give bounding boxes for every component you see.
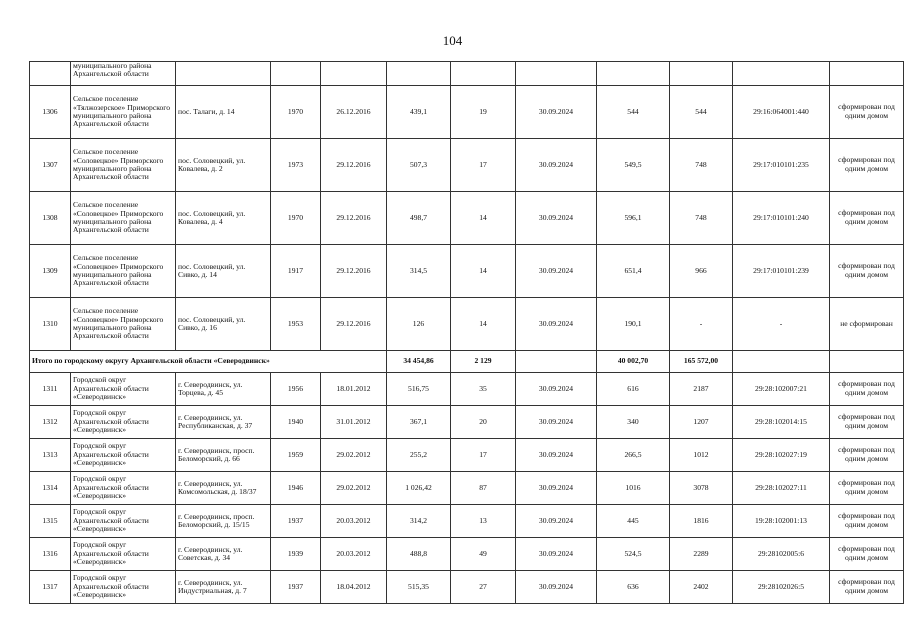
cell-area: 314,5 [387,245,451,298]
cell-v2: 2402 [670,571,733,604]
cell-address: пос. Соловецкий, ул. Ковалева, д. 4 [176,192,271,245]
cell-residents: 19 [451,86,516,139]
cell-address: г. Северодвинск, ул. Торцева, д. 45 [176,373,271,406]
subtotal-empty [830,351,904,373]
table-row [30,571,904,604]
subtotal-v2: 165 572,00 [670,351,733,373]
table-row [30,472,904,505]
cell-area: 498,7 [387,192,451,245]
cell-area: 516,75 [387,373,451,406]
cell-area: 507,3 [387,139,451,192]
cell-cadastral: - [733,298,830,351]
cell-municipality: Сельское поселение «Соловецкое» Приморского муниципального района Архангельской области [71,192,176,245]
cell-date: 31.01.2012 [321,406,387,439]
cell-cadastral: 29:17:010101:235 [733,139,830,192]
cell-residents: 35 [451,373,516,406]
cell-municipality: Городской округ Архангельской области «Северодвинск» [71,571,176,604]
cell-address: г. Северодвинск, ул. Комсомольская, д. 18/37 [176,472,271,505]
cell-num: 1317 [30,571,71,604]
cell-address: пос. Соловецкий, ул. Ковалева, д. 2 [176,139,271,192]
cell-residents: 49 [451,538,516,571]
cell-municipality: Городской округ Архангельской области «Северодвинск» [71,406,176,439]
cell-num [30,62,71,86]
cell-year: 1973 [271,139,321,192]
cell-municipality: Городской округ Архангельской области «Северодвинск» [71,472,176,505]
cell-date: 29.02.2012 [321,472,387,505]
cell-v2: 3078 [670,472,733,505]
cell-status: сформирован под одним домом [830,192,904,245]
cell-residents: 20 [451,406,516,439]
cell-municipality: Сельское поселение «Соловецкое» Приморского муниципального района Архангельской области [71,139,176,192]
cell-cadastral: 29:16:064001:440 [733,86,830,139]
cell-v2: 1012 [670,439,733,472]
cell-v1: 190,1 [597,298,670,351]
cell-v2: 2289 [670,538,733,571]
cell-v2: 1816 [670,505,733,538]
cell-status: сформирован под одним домом [830,406,904,439]
cell-status: сформирован под одним домом [830,86,904,139]
table-row [30,62,904,86]
cell-area: 1 026,42 [387,472,451,505]
table-body [30,62,904,604]
cell-status: сформирован под одним домом [830,439,904,472]
cell-v1: 1016 [597,472,670,505]
cell-area: 314,2 [387,505,451,538]
cell-cadastral: 29:17:010101:239 [733,245,830,298]
cell-v1: 266,5 [597,439,670,472]
cell-v1: 524,5 [597,538,670,571]
cell-year: 1956 [271,373,321,406]
cell-residents: 87 [451,472,516,505]
cell-year: 1953 [271,298,321,351]
cell-date: 20.03.2012 [321,538,387,571]
cell-cadastral: 29:28:102007:21 [733,373,830,406]
table-row [30,192,904,245]
cell-year: 1937 [271,571,321,604]
cell-num: 1315 [30,505,71,538]
cell-municipality: Сельское поселение «Тялжозерское» Приморского муниципального района Архангельской области [71,86,176,139]
cell-status: не сформирован [830,298,904,351]
cell-cadastral: 29:28:102027:19 [733,439,830,472]
cell-residents: 27 [451,571,516,604]
cell-municipality: Сельское поселение «Соловецкое» Приморского муниципального района Архангельской области [71,298,176,351]
table-row [30,373,904,406]
cell-municipality: муниципального района Архангельской области [71,62,176,86]
cell-num: 1310 [30,298,71,351]
cell-deadline: 30.09.2024 [516,373,597,406]
cell-residents: 14 [451,298,516,351]
cell-status: сформирован под одним домом [830,373,904,406]
subtotal-label: Итого по городскому округу Архангельской области «Северодвинск» [30,351,387,373]
cell-v1: 596,1 [597,192,670,245]
cell-deadline: 30.09.2024 [516,245,597,298]
subtotal-area: 34 454,86 [387,351,451,373]
cell-residents: 17 [451,139,516,192]
cell-address: г. Северодвинск, просп. Беломорский, д. 66 [176,439,271,472]
cell-municipality: Городской округ Архангельской области «Северодвинск» [71,373,176,406]
cell-v1: 549,5 [597,139,670,192]
cell-date: 18.01.2012 [321,373,387,406]
cell-deadline: 30.09.2024 [516,505,597,538]
cell-address: пос. Соловецкий, ул. Сивко, д. 14 [176,245,271,298]
table-row [30,439,904,472]
cell-area: 367,1 [387,406,451,439]
cell-deadline: 30.09.2024 [516,472,597,505]
cell-address: г. Северодвинск, ул. Советская, д. 34 [176,538,271,571]
subtotal-empty [733,351,830,373]
cell-deadline: 30.09.2024 [516,439,597,472]
table-row [30,538,904,571]
cell-area: 126 [387,298,451,351]
cell-cadastral: 29:28:102014:15 [733,406,830,439]
cell-year: 1940 [271,406,321,439]
cell-cadastral: 29:28102026:5 [733,571,830,604]
cell-v1: 636 [597,571,670,604]
table-row [30,406,904,439]
cell-address: г. Северодвинск, ул. Республиканская, д. 37 [176,406,271,439]
cell-municipality: Сельское поселение «Соловецкое» Приморского муниципального района Архангельской области [71,245,176,298]
cell-date: 29.12.2016 [321,192,387,245]
cell-cadastral: 29:28:102027:11 [733,472,830,505]
cell-num: 1309 [30,245,71,298]
cell-date: 29.02.2012 [321,439,387,472]
cell-deadline: 30.09.2024 [516,538,597,571]
cell-v2: - [670,298,733,351]
cell-num: 1306 [30,86,71,139]
housing-table [29,61,904,604]
cell-status: сформирован под одним домом [830,571,904,604]
table-row [30,86,904,139]
cell-municipality: Городской округ Архангельской области «Северодвинск» [71,439,176,472]
subtotal-row [30,351,904,373]
cell-deadline: 30.09.2024 [516,139,597,192]
cell-date: 26.12.2016 [321,86,387,139]
cell-status: сформирован под одним домом [830,538,904,571]
table-row [30,298,904,351]
cell-v1: 616 [597,373,670,406]
cell-deadline: 30.09.2024 [516,192,597,245]
cell-area: 488,8 [387,538,451,571]
cell-date: 29.12.2016 [321,139,387,192]
cell-status: сформирован под одним домом [830,505,904,538]
cell-v2: 544 [670,86,733,139]
cell-num: 1316 [30,538,71,571]
table-row [30,505,904,538]
cell-address: г. Северодвинск, просп. Беломорский, д. 15/15 [176,505,271,538]
cell-v2: 1207 [670,406,733,439]
cell-year: 1939 [271,538,321,571]
subtotal-empty [516,351,597,373]
cell-date: 18.04.2012 [321,571,387,604]
cell-num: 1311 [30,373,71,406]
cell-residents: 14 [451,245,516,298]
cell-year: 1970 [271,86,321,139]
cell-municipality: Городской округ Архангельской области «Северодвинск» [71,538,176,571]
cell-v2: 2187 [670,373,733,406]
cell-v1: 651,4 [597,245,670,298]
cell-deadline: 30.09.2024 [516,86,597,139]
cell-v1: 445 [597,505,670,538]
cell-year: 1917 [271,245,321,298]
cell-status: сформирован под одним домом [830,139,904,192]
cell-year: 1970 [271,192,321,245]
cell-year: 1959 [271,439,321,472]
cell-v1: 544 [597,86,670,139]
page-number: 104 [442,33,463,48]
cell-num: 1314 [30,472,71,505]
cell-residents: 14 [451,192,516,245]
cell-num: 1308 [30,192,71,245]
table-row [30,139,904,192]
cell-address: пос. Талаги, д. 14 [176,86,271,139]
cell-v2: 748 [670,192,733,245]
cell-v2: 748 [670,139,733,192]
cell-residents: 13 [451,505,516,538]
cell-area: 515,35 [387,571,451,604]
cell-cadastral: 29:28102005:6 [733,538,830,571]
cell-cadastral: 29:17:010101:240 [733,192,830,245]
cell-v1: 340 [597,406,670,439]
cell-deadline: 30.09.2024 [516,571,597,604]
cell-area: 255,2 [387,439,451,472]
table-row [30,245,904,298]
cell-area: 439,1 [387,86,451,139]
cell-date: 20.03.2012 [321,505,387,538]
cell-municipality: Городской округ Архангельской области «Северодвинск» [71,505,176,538]
cell-deadline: 30.09.2024 [516,298,597,351]
cell-date: 29.12.2016 [321,298,387,351]
cell-num: 1313 [30,439,71,472]
cell-num: 1312 [30,406,71,439]
subtotal-v1: 40 002,70 [597,351,670,373]
cell-address: пос. Соловецкий, ул. Сивко, д. 16 [176,298,271,351]
cell-address: г. Северодвинск, ул. Индустриальная, д. 7 [176,571,271,604]
cell-status: сформирован под одним домом [830,472,904,505]
cell-deadline: 30.09.2024 [516,406,597,439]
cell-date: 29.12.2016 [321,245,387,298]
cell-status: сформирован под одним домом [830,245,904,298]
cell-v2: 966 [670,245,733,298]
cell-year: 1946 [271,472,321,505]
subtotal-residents: 2 129 [451,351,516,373]
cell-cadastral: 19:28:102001:13 [733,505,830,538]
cell-residents: 17 [451,439,516,472]
cell-year: 1937 [271,505,321,538]
cell-num: 1307 [30,139,71,192]
